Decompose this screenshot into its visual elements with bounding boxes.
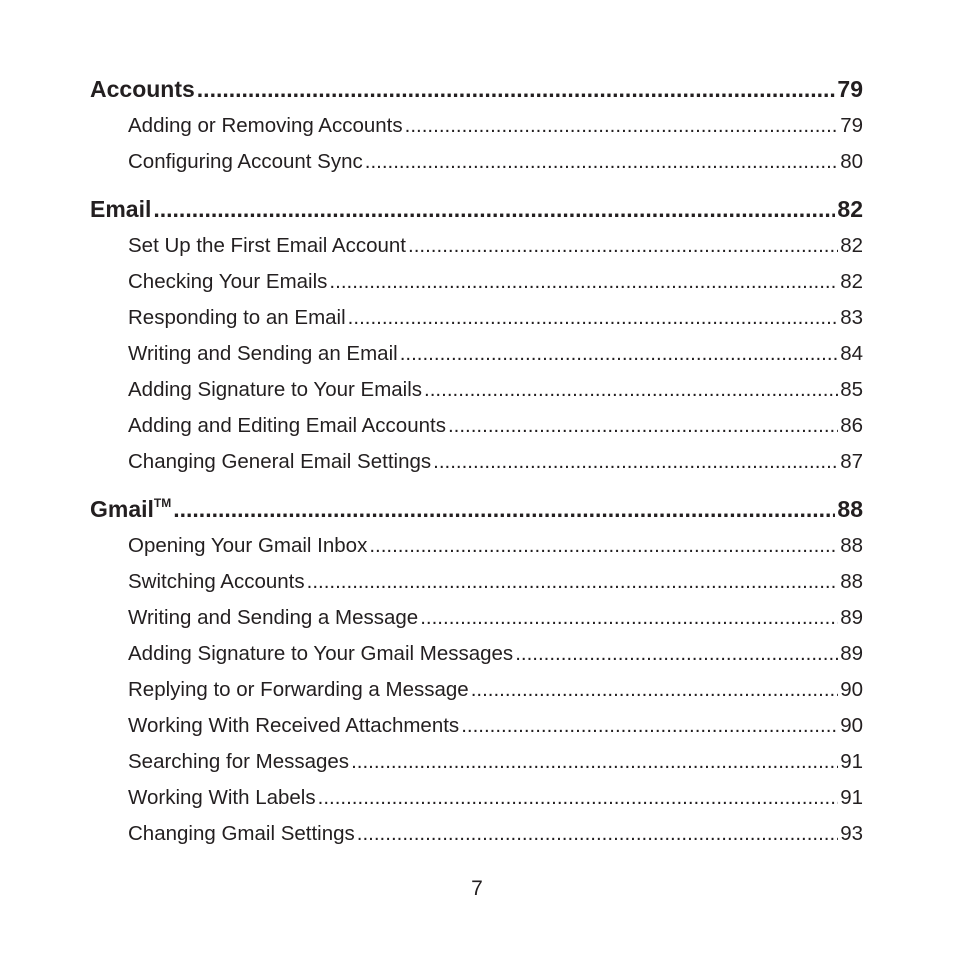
toc-entry[interactable]: [90, 144, 863, 180]
entry-title: Checking Your Emails: [128, 270, 328, 293]
entry-page: 86: [840, 414, 863, 437]
entry-title: Working With Received Attachments: [128, 714, 460, 737]
entry-page: 82: [840, 234, 863, 257]
entry-page: 91: [840, 786, 863, 809]
dot-leader: [471, 672, 838, 708]
entry-title: Replying to or Forwarding a Message: [128, 678, 469, 701]
entry-page: 88: [840, 570, 863, 593]
toc-entry[interactable]: [90, 564, 863, 600]
toc-entry[interactable]: [90, 780, 863, 816]
toc-chapter-gmail[interactable]: [90, 490, 863, 528]
entry-page: 84: [840, 342, 863, 365]
entry-page: 79: [840, 114, 863, 137]
toc-entry[interactable]: [90, 336, 863, 372]
toc-chapter-email[interactable]: [90, 190, 863, 228]
dot-leader: [369, 528, 838, 564]
toc-chapter-accounts[interactable]: [90, 70, 863, 108]
toc-entry[interactable]: [90, 600, 863, 636]
trademark-superscript: TM: [153, 496, 172, 510]
toc-entry[interactable]: [90, 444, 863, 480]
toc-entry[interactable]: [90, 372, 863, 408]
toc-entry[interactable]: [90, 708, 863, 744]
dot-leader: [197, 70, 836, 108]
dot-leader: [318, 780, 839, 816]
toc-entry[interactable]: [90, 744, 863, 780]
chapter-page: 82: [837, 196, 863, 222]
dot-leader: [515, 636, 838, 672]
entry-page: 90: [840, 678, 863, 701]
toc-entry[interactable]: [90, 108, 863, 144]
entry-title: Searching for Messages: [128, 750, 350, 773]
entry-title: Configuring Account Sync: [128, 150, 363, 173]
entry-page: 88: [840, 534, 863, 557]
entry-page: 91: [840, 750, 863, 773]
dot-leader: [329, 264, 838, 300]
dot-leader: [433, 444, 838, 480]
dot-leader: [307, 564, 839, 600]
dot-leader: [400, 336, 838, 372]
entry-page: 89: [840, 642, 863, 665]
dot-leader: [405, 108, 839, 144]
chapter-page: 88: [837, 496, 863, 522]
entry-title: Switching Accounts: [128, 570, 305, 593]
dot-leader: [424, 372, 838, 408]
toc-entry[interactable]: [90, 636, 863, 672]
chapter-title-text: Gmail: [90, 496, 154, 522]
entry-title: Adding or Removing Accounts: [128, 114, 403, 137]
toc-entry[interactable]: [90, 300, 863, 336]
page-number: 7: [471, 877, 483, 900]
entry-page: 83: [840, 306, 863, 329]
entry-title: Changing Gmail Settings: [128, 822, 355, 845]
toc-entry[interactable]: [90, 672, 863, 708]
dot-leader: [348, 300, 839, 336]
chapter-title: Accounts: [90, 76, 195, 102]
dot-leader: [420, 600, 838, 636]
entry-title: Opening Your Gmail Inbox: [128, 534, 368, 557]
entry-title: Adding Signature to Your Gmail Messages: [128, 642, 514, 665]
entry-page: 82: [840, 270, 863, 293]
dot-leader: [408, 228, 838, 264]
dot-leader: [461, 708, 838, 744]
toc-entry[interactable]: [90, 264, 863, 300]
toc-entry[interactable]: [90, 408, 863, 444]
entry-page: 87: [840, 450, 863, 473]
entry-title: Writing and Sending a Message: [128, 606, 419, 629]
entry-page: 80: [840, 150, 863, 173]
entry-page: 93: [840, 822, 863, 845]
entry-title: Writing and Sending an Email: [128, 342, 398, 365]
entry-title: Set Up the First Email Account: [128, 234, 407, 257]
toc-entry[interactable]: [90, 528, 863, 564]
table-of-contents: [90, 70, 863, 852]
dot-leader: [351, 744, 838, 780]
dot-leader: [357, 816, 838, 852]
dot-leader: [448, 408, 838, 444]
entry-title: Working With Labels: [128, 786, 316, 809]
entry-title: Adding Signature to Your Emails: [128, 378, 423, 401]
dot-leader: [173, 490, 835, 528]
entry-title: Changing General Email Settings: [128, 450, 432, 473]
toc-entry[interactable]: [90, 816, 863, 852]
entry-title: Responding to an Email: [128, 306, 346, 329]
chapter-title: Email: [90, 196, 152, 222]
entry-title: Adding and Editing Email Accounts: [128, 414, 446, 437]
chapter-title: [90, 490, 171, 528]
entry-page: 90: [840, 714, 863, 737]
dot-leader: [365, 144, 838, 180]
entry-page: 85: [840, 378, 863, 401]
dot-leader: [153, 190, 835, 228]
toc-entry[interactable]: [90, 228, 863, 264]
chapter-page: 79: [837, 76, 863, 102]
entry-page: 89: [840, 606, 863, 629]
